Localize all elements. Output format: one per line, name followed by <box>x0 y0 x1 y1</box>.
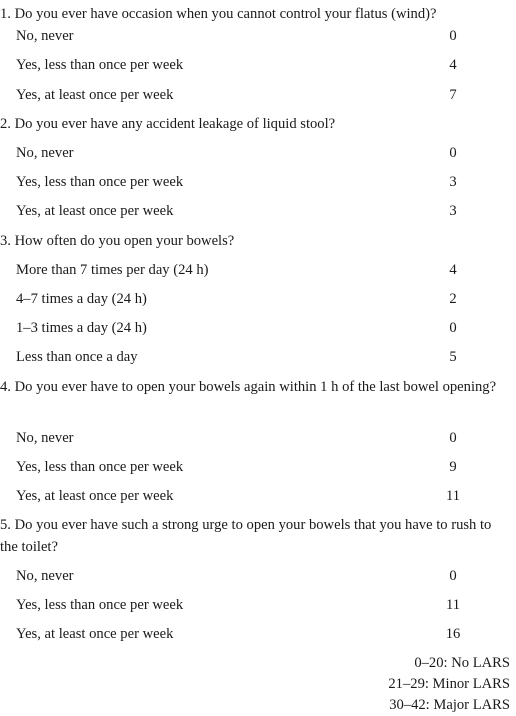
option-row <box>0 623 516 645</box>
score-key-major-lars: 30–42: Major LARS <box>389 697 510 713</box>
question-2-text: 2. Do you ever have any accident leakage of liquid stool? <box>0 116 336 132</box>
option-row <box>0 456 516 478</box>
option-row <box>0 171 516 193</box>
question-4-text: 4. Do you ever have to open your bowels again within 1 h of the last bowel opening? <box>0 379 497 395</box>
option-row <box>0 346 516 368</box>
option-label: Yes, less than once per week <box>16 459 184 475</box>
option-score: 16 <box>445 626 461 642</box>
option-score: 3 <box>449 203 457 219</box>
option-label: No, never <box>16 145 74 161</box>
option-row <box>0 25 516 47</box>
option-label: Yes, at least once per week <box>16 626 174 642</box>
option-label: Less than once a day <box>16 349 138 365</box>
option-label: Yes, at least once per week <box>16 488 174 504</box>
option-label: 4–7 times a day (24 h) <box>16 291 147 307</box>
option-score: 11 <box>445 597 461 613</box>
option-label: No, never <box>16 430 74 446</box>
option-label: Yes, less than once per week <box>16 174 184 190</box>
option-score: 9 <box>449 459 457 475</box>
option-row <box>0 259 516 281</box>
option-score: 0 <box>449 430 457 446</box>
option-score: 7 <box>449 87 457 103</box>
option-score: 2 <box>449 291 457 307</box>
question-1-text: 1. Do you ever have occasion when you cannot control your flatus (wind)? <box>0 6 437 22</box>
option-row <box>0 84 516 106</box>
option-label: Yes, less than once per week <box>16 57 184 73</box>
option-label: No, never <box>16 28 74 44</box>
option-label: 1–3 times a day (24 h) <box>16 320 147 336</box>
option-row <box>0 142 516 164</box>
score-key-no-lars: 0–20: No LARS <box>414 655 510 671</box>
score-key-minor-lars: 21–29: Minor LARS <box>388 676 510 692</box>
option-score: 0 <box>449 28 457 44</box>
option-label: Yes, less than once per week <box>16 597 184 613</box>
option-score: 4 <box>449 57 457 73</box>
option-row <box>0 317 516 339</box>
option-label: Yes, at least once per week <box>16 203 174 219</box>
option-label: No, never <box>16 568 74 584</box>
option-score: 11 <box>445 488 461 504</box>
option-score: 0 <box>449 568 457 584</box>
option-row <box>0 427 516 449</box>
option-label: Yes, at least once per week <box>16 87 174 103</box>
question-3-text: 3. How often do you open your bowels? <box>0 233 235 249</box>
option-label: More than 7 times per day (24 h) <box>16 262 209 278</box>
option-score: 3 <box>449 174 457 190</box>
option-score: 4 <box>449 262 457 278</box>
option-score: 5 <box>449 349 457 365</box>
option-row <box>0 565 516 587</box>
option-row <box>0 594 516 616</box>
option-row <box>0 288 516 310</box>
option-row <box>0 485 516 507</box>
option-score: 0 <box>449 145 457 161</box>
option-score: 0 <box>449 320 457 336</box>
option-row <box>0 200 516 222</box>
option-row <box>0 54 516 76</box>
question-5-text: 5. Do you ever have such a strong urge to open your bowels that you have to rush to the toilet? <box>0 517 492 555</box>
